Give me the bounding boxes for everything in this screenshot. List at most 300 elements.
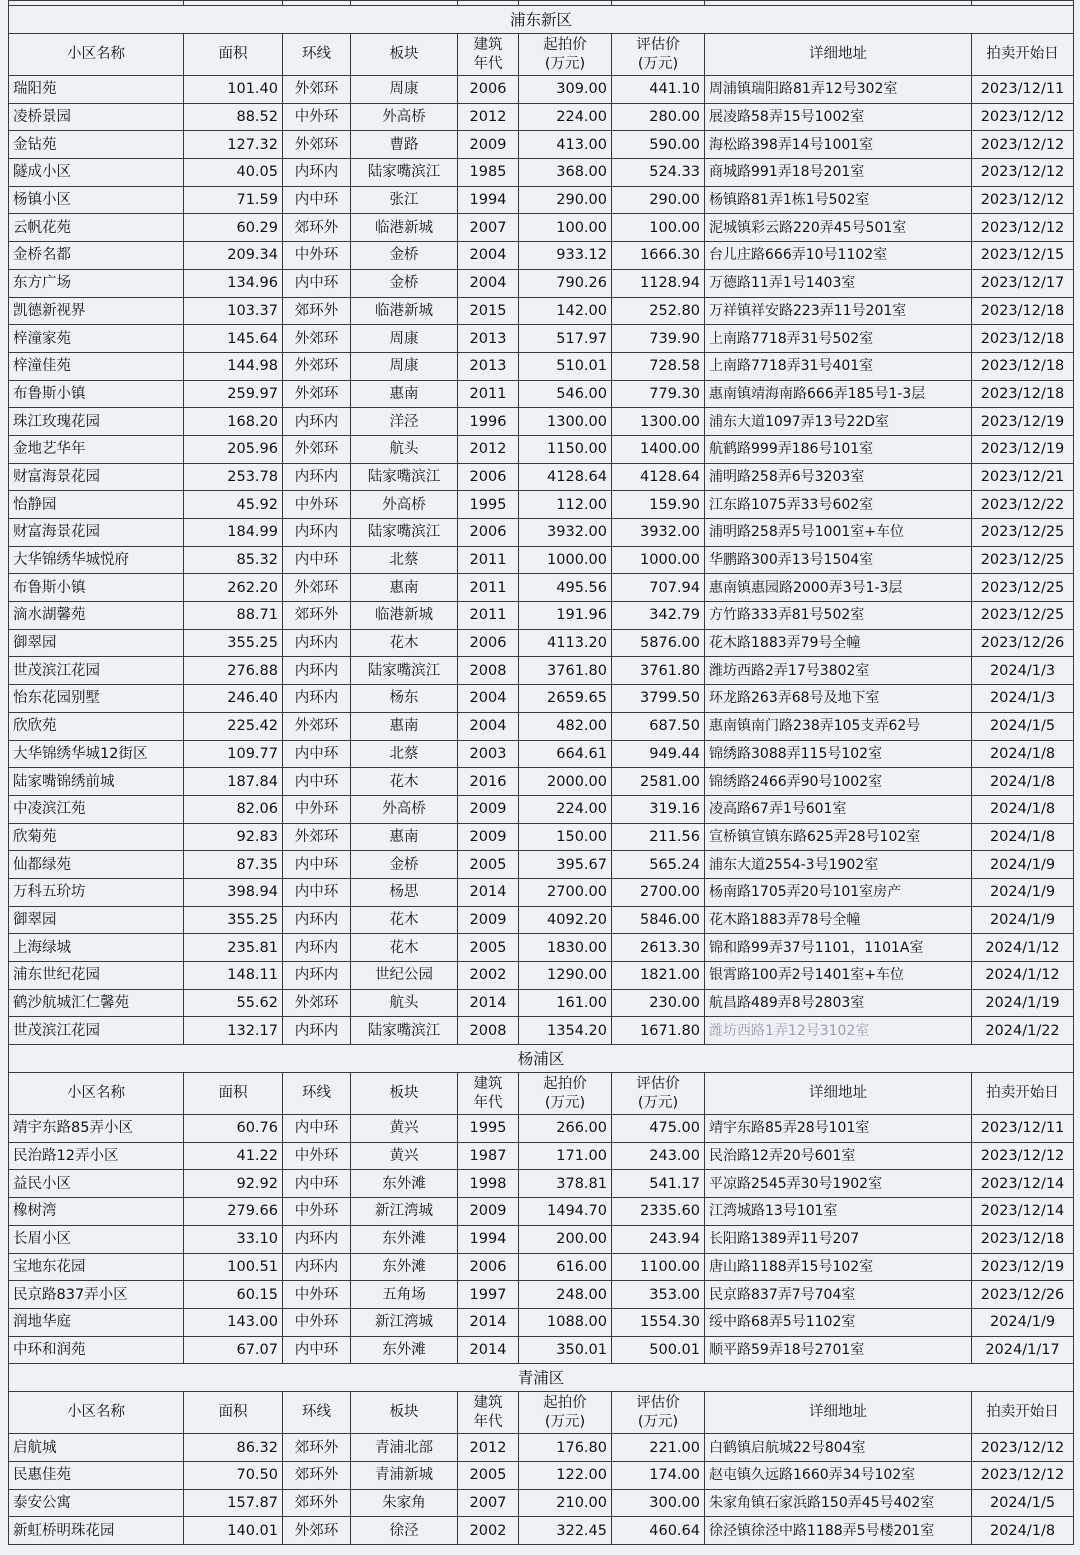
cell-auction-date: 2023/12/25: [972, 519, 1074, 547]
cell-area: 101.40: [184, 76, 283, 104]
cell-starting-price: 1088.00: [519, 1308, 612, 1336]
cell-auction-date: 2024/1/5: [972, 1489, 1074, 1517]
cell-ring-road: 内环内: [283, 159, 351, 187]
cell-appraised-price: 342.79: [612, 602, 705, 630]
cell-appraised-price: 100.00: [612, 214, 705, 242]
cell-ring-road: 内环内: [283, 519, 351, 547]
cell-community-name: 万科五玠坊: [9, 878, 184, 906]
table-row: [9, 657, 1074, 685]
cell-ring-road: 内环内: [283, 408, 351, 436]
cell-sub-district: 惠南: [351, 574, 458, 602]
cell-appraised-price: 739.90: [612, 325, 705, 353]
cell-area: 127.32: [184, 131, 283, 159]
cell-address: 展凌路58弄15号1002室: [705, 103, 972, 131]
cell-build-year: 2011: [458, 602, 519, 630]
cell-starting-price: 224.00: [519, 103, 612, 131]
cell-build-year: 2002: [458, 1517, 519, 1545]
cell-build-year: 2006: [458, 463, 519, 491]
cell-auction-date: 2024/1/22: [972, 1017, 1074, 1045]
cell-sub-district: 临港新城: [351, 297, 458, 325]
cell-address: 周浦镇瑞阳路81弄12号302室: [705, 76, 972, 104]
cell-ring-road: 外郊环: [283, 989, 351, 1017]
cell-build-year: 2014: [458, 989, 519, 1017]
cell-community-name: 中凌滨江苑: [9, 795, 184, 823]
cell-appraised-price: 243.94: [612, 1225, 705, 1253]
cell-appraised-price: 728.58: [612, 352, 705, 380]
column-header-auction-date: 拍卖开始日: [972, 1392, 1074, 1434]
cell-community-name: 陆家嘴锦绣前城: [9, 768, 184, 796]
cell-area: 168.20: [184, 408, 283, 436]
cell-community-name: 欣欣苑: [9, 712, 184, 740]
cell-ring-road: 内中环: [283, 768, 351, 796]
cell-auction-date: 2023/12/12: [972, 131, 1074, 159]
cell-appraised-price: 1666.30: [612, 242, 705, 270]
cell-auction-date: 2023/12/21: [972, 463, 1074, 491]
cell-build-year: 2011: [458, 380, 519, 408]
cell-starting-price: 1000.00: [519, 546, 612, 574]
cell-auction-date: 2024/1/9: [972, 878, 1074, 906]
table-row: [9, 519, 1074, 547]
table-row: [9, 325, 1074, 353]
cell-address: 方竹路333弄81号502室: [705, 602, 972, 630]
cell-appraised-price: 5876.00: [612, 629, 705, 657]
cell-sub-district: 花木: [351, 629, 458, 657]
cell-area: 103.37: [184, 297, 283, 325]
cell-sub-district: 金桥: [351, 242, 458, 270]
cell-build-year: 1998: [458, 1170, 519, 1198]
cell-build-year: 2005: [458, 934, 519, 962]
cell-starting-price: 350.01: [519, 1336, 612, 1364]
cell-starting-price: 1494.70: [519, 1198, 612, 1226]
cell-ring-road: 郊环外: [283, 1434, 351, 1462]
cell-appraised-price: 174.00: [612, 1461, 705, 1489]
district-name: 浦东新区: [9, 6, 1074, 34]
cell-starting-price: 290.00: [519, 186, 612, 214]
cell-sub-district: 黄兴: [351, 1115, 458, 1143]
table-row: [9, 186, 1074, 214]
cell-sub-district: 花木: [351, 934, 458, 962]
cell-starting-price: 3932.00: [519, 519, 612, 547]
cell-community-name: 云帆花苑: [9, 214, 184, 242]
cell-address: 绥中路68弄5号1102室: [705, 1308, 972, 1336]
cell-build-year: 2012: [458, 435, 519, 463]
cell-appraised-price: 280.00: [612, 103, 705, 131]
cell-area: 235.81: [184, 934, 283, 962]
cell-appraised-price: 460.64: [612, 1517, 705, 1545]
cell-auction-date: 2023/12/25: [972, 574, 1074, 602]
table-row: [9, 1115, 1074, 1143]
cell-auction-date: 2023/12/22: [972, 491, 1074, 519]
cell-sub-district: 外高桥: [351, 103, 458, 131]
cell-build-year: 2015: [458, 297, 519, 325]
cell-starting-price: 176.80: [519, 1434, 612, 1462]
cell-starting-price: 546.00: [519, 380, 612, 408]
cell-area: 100.51: [184, 1253, 283, 1281]
cell-ring-road: 内环内: [283, 685, 351, 713]
cell-ring-road: 内环内: [283, 1017, 351, 1045]
cell-auction-date: 2023/12/12: [972, 1434, 1074, 1462]
cell-address: 惠南镇惠园路2000弄3号1-3层: [705, 574, 972, 602]
cell-sub-district: 世纪公园: [351, 962, 458, 990]
cell-sub-district: 东外滩: [351, 1225, 458, 1253]
cell-area: 209.34: [184, 242, 283, 270]
cell-address: 朱家角镇石家浜路150弄45号402室: [705, 1489, 972, 1517]
cell-ring-road: 内环内: [283, 962, 351, 990]
cell-appraised-price: 779.30: [612, 380, 705, 408]
column-header-ring-road: 环线: [283, 34, 351, 76]
cell-appraised-price: 1100.00: [612, 1253, 705, 1281]
cell-appraised-price: 4128.64: [612, 463, 705, 491]
column-header-appraised-price: 评估价 (万元): [612, 34, 705, 76]
table-row: [9, 1434, 1074, 1462]
cell-ring-road: 内中环: [283, 878, 351, 906]
district-header-row: [9, 6, 1074, 34]
cell-community-name: 世茂滨江花园: [9, 1017, 184, 1045]
cell-address: 江东路1075弄33号602室: [705, 491, 972, 519]
cell-community-name: 金桥名都: [9, 242, 184, 270]
cell-address: 杨镇路81弄1栋1号502室: [705, 186, 972, 214]
cell-auction-date: 2024/1/8: [972, 768, 1074, 796]
cell-address: 赵屯镇久远路1660弄34号102室: [705, 1461, 972, 1489]
cell-build-year: 1994: [458, 1225, 519, 1253]
cell-appraised-price: 541.17: [612, 1170, 705, 1198]
cell-build-year: 2003: [458, 740, 519, 768]
cell-starting-price: 4113.20: [519, 629, 612, 657]
column-header-row: [9, 1392, 1074, 1434]
cell-appraised-price: 590.00: [612, 131, 705, 159]
table-row: [9, 1170, 1074, 1198]
cell-auction-date: 2023/12/26: [972, 1281, 1074, 1309]
cell-community-name: 仙都绿苑: [9, 851, 184, 879]
cell-build-year: 1987: [458, 1142, 519, 1170]
cell-auction-date: 2023/12/25: [972, 546, 1074, 574]
cell-address: 江湾城路13号101室: [705, 1198, 972, 1226]
cell-auction-date: 2023/12/25: [972, 602, 1074, 630]
cell-address: 凌高路67弄1号601室: [705, 795, 972, 823]
cell-ring-road: 内中环: [283, 851, 351, 879]
cell-address: 锦绣路2466弄90号1002室: [705, 768, 972, 796]
cell-starting-price: 171.00: [519, 1142, 612, 1170]
cell-address: 靖宇东路85弄28号101室: [705, 1115, 972, 1143]
cell-ring-road: 内中环: [283, 1336, 351, 1364]
cell-area: 70.50: [184, 1461, 283, 1489]
table-row: [9, 1336, 1074, 1364]
cell-ring-road: 郊环外: [283, 297, 351, 325]
cell-address: 航鹤路999弄186号101室: [705, 435, 972, 463]
cell-sub-district: 徐泾: [351, 1517, 458, 1545]
cell-appraised-price: 2335.60: [612, 1198, 705, 1226]
district-name: 杨浦区: [9, 1045, 1074, 1073]
cell-address: 环龙路263弄68号及地下室: [705, 685, 972, 713]
cell-ring-road: 内环内: [283, 906, 351, 934]
cell-starting-price: 322.45: [519, 1517, 612, 1545]
table-row: [9, 546, 1074, 574]
table-row: [9, 685, 1074, 713]
cell-address: 潍坊西路1弄12号3102室: [705, 1017, 972, 1045]
cell-ring-road: 郊环外: [283, 602, 351, 630]
cell-build-year: 2008: [458, 657, 519, 685]
cell-build-year: 2004: [458, 712, 519, 740]
cell-build-year: 2016: [458, 768, 519, 796]
cell-sub-district: 陆家嘴滨江: [351, 657, 458, 685]
cell-address: 花木路1883弄78号全幢: [705, 906, 972, 934]
cell-sub-district: 洋泾: [351, 408, 458, 436]
cell-sub-district: 曹路: [351, 131, 458, 159]
cell-sub-district: 东外滩: [351, 1170, 458, 1198]
cell-appraised-price: 243.00: [612, 1142, 705, 1170]
table-row: [9, 269, 1074, 297]
cell-appraised-price: 2581.00: [612, 768, 705, 796]
cell-ring-road: 内环内: [283, 463, 351, 491]
cell-starting-price: 1300.00: [519, 408, 612, 436]
cell-appraised-price: 211.56: [612, 823, 705, 851]
cell-starting-price: 100.00: [519, 214, 612, 242]
cell-area: 85.32: [184, 546, 283, 574]
cell-ring-road: 中外环: [283, 1142, 351, 1170]
cell-ring-road: 内环内: [283, 657, 351, 685]
cell-starting-price: 142.00: [519, 297, 612, 325]
cell-ring-road: 内环内: [283, 629, 351, 657]
column-header-build-year: 建筑 年代: [458, 1392, 519, 1434]
cell-ring-road: 郊环外: [283, 1489, 351, 1517]
table-row: [9, 934, 1074, 962]
cell-auction-date: 2023/12/17: [972, 269, 1074, 297]
cell-area: 184.99: [184, 519, 283, 547]
column-header-area: 面积: [184, 1073, 283, 1115]
cell-build-year: 2013: [458, 325, 519, 353]
cell-appraised-price: 3799.50: [612, 685, 705, 713]
cell-auction-date: 2023/12/18: [972, 380, 1074, 408]
cell-starting-price: 200.00: [519, 1225, 612, 1253]
district-header-row: [9, 1045, 1074, 1073]
cell-auction-date: 2024/1/9: [972, 906, 1074, 934]
cell-sub-district: 外高桥: [351, 795, 458, 823]
cell-community-name: 大华锦绣华城12街区: [9, 740, 184, 768]
cell-ring-road: 外郊环: [283, 574, 351, 602]
table-row: [9, 1461, 1074, 1489]
cell-appraised-price: 1400.00: [612, 435, 705, 463]
cell-appraised-price: 1128.94: [612, 269, 705, 297]
cell-address: 航昌路489弄8号2803室: [705, 989, 972, 1017]
cell-ring-road: 中外环: [283, 1198, 351, 1226]
cell-build-year: 1995: [458, 1115, 519, 1143]
cell-starting-price: 1290.00: [519, 962, 612, 990]
table-row: [9, 906, 1074, 934]
cell-sub-district: 惠南: [351, 380, 458, 408]
cell-area: 355.25: [184, 629, 283, 657]
cell-community-name: 宝地东花园: [9, 1253, 184, 1281]
cell-auction-date: 2024/1/9: [972, 851, 1074, 879]
cell-build-year: 1995: [458, 491, 519, 519]
cell-community-name: 隧成小区: [9, 159, 184, 187]
cell-starting-price: 161.00: [519, 989, 612, 1017]
cell-starting-price: 122.00: [519, 1461, 612, 1489]
cell-area: 60.76: [184, 1115, 283, 1143]
cell-address: 上南路7718弄31号401室: [705, 352, 972, 380]
cell-auction-date: 2023/12/12: [972, 186, 1074, 214]
table-row: [9, 408, 1074, 436]
table-row: [9, 740, 1074, 768]
cell-build-year: 1994: [458, 186, 519, 214]
cell-community-name: 世茂滨江花园: [9, 657, 184, 685]
cell-auction-date: 2024/1/8: [972, 795, 1074, 823]
cell-build-year: 2005: [458, 851, 519, 879]
cell-appraised-price: 1300.00: [612, 408, 705, 436]
cell-starting-price: 309.00: [519, 76, 612, 104]
cell-ring-road: 郊环外: [283, 1461, 351, 1489]
cell-starting-price: 395.67: [519, 851, 612, 879]
cell-community-name: 滴水湖馨苑: [9, 602, 184, 630]
table-row: [9, 214, 1074, 242]
cell-auction-date: 2024/1/19: [972, 989, 1074, 1017]
cell-community-name: 东方广场: [9, 269, 184, 297]
column-header-auction-date: 拍卖开始日: [972, 34, 1074, 76]
cell-community-name: 靖宇东路85弄小区: [9, 1115, 184, 1143]
cell-ring-road: 外郊环: [283, 325, 351, 353]
cell-starting-price: 112.00: [519, 491, 612, 519]
cell-ring-road: 内中环: [283, 269, 351, 297]
table-row: [9, 1198, 1074, 1226]
cell-appraised-price: 353.00: [612, 1281, 705, 1309]
table-row: [9, 352, 1074, 380]
cell-ring-road: 内中环: [283, 1115, 351, 1143]
table-row: [9, 962, 1074, 990]
cell-auction-date: 2023/12/26: [972, 629, 1074, 657]
cell-build-year: 2013: [458, 352, 519, 380]
cell-area: 82.06: [184, 795, 283, 823]
cell-sub-district: 航头: [351, 989, 458, 1017]
cell-sub-district: 五角场: [351, 1281, 458, 1309]
cell-ring-road: 郊环外: [283, 214, 351, 242]
cell-community-name: 中环和润苑: [9, 1336, 184, 1364]
cell-build-year: 2004: [458, 269, 519, 297]
cell-community-name: 财富海景花园: [9, 463, 184, 491]
cell-starting-price: 664.61: [519, 740, 612, 768]
column-header-row: [9, 34, 1074, 76]
cell-address: 台儿庄路666弄10号1102室: [705, 242, 972, 270]
cell-starting-price: 4092.20: [519, 906, 612, 934]
cell-build-year: 2011: [458, 546, 519, 574]
table-row: [9, 574, 1074, 602]
column-header-sub-district: 板块: [351, 1073, 458, 1115]
cell-community-name: 梓潼家苑: [9, 325, 184, 353]
cell-build-year: 2014: [458, 1308, 519, 1336]
cell-auction-date: 2023/12/14: [972, 1170, 1074, 1198]
cell-community-name: 金钻苑: [9, 131, 184, 159]
cell-community-name: 新虹桥明珠花园: [9, 1517, 184, 1545]
cell-sub-district: 金桥: [351, 269, 458, 297]
table-row: [9, 1017, 1074, 1045]
cell-appraised-price: 3932.00: [612, 519, 705, 547]
cell-build-year: 2005: [458, 1461, 519, 1489]
table-row: [9, 629, 1074, 657]
cell-community-name: 珠江玫瑰花园: [9, 408, 184, 436]
cell-sub-district: 新江湾城: [351, 1308, 458, 1336]
column-header-community-name: 小区名称: [9, 1392, 184, 1434]
district-header-row: [9, 1364, 1074, 1392]
cell-starting-price: 224.00: [519, 795, 612, 823]
column-header-area: 面积: [184, 1392, 283, 1434]
cell-area: 355.25: [184, 906, 283, 934]
cell-address: 唐山路1188弄15号102室: [705, 1253, 972, 1281]
cell-address: 花木路1883弄79号全幢: [705, 629, 972, 657]
column-header-sub-district: 板块: [351, 1392, 458, 1434]
table-row: [9, 159, 1074, 187]
column-header-sub-district: 板块: [351, 34, 458, 76]
cell-sub-district: 周康: [351, 352, 458, 380]
cell-sub-district: 花木: [351, 768, 458, 796]
cell-auction-date: 2024/1/8: [972, 1517, 1074, 1545]
auction-listing-table: [8, 0, 1074, 1545]
cell-starting-price: 378.81: [519, 1170, 612, 1198]
table-row: [9, 463, 1074, 491]
table-row: [9, 131, 1074, 159]
cell-sub-district: 航头: [351, 435, 458, 463]
cell-area: 41.22: [184, 1142, 283, 1170]
column-header-starting-price: 起拍价 (万元): [519, 1392, 612, 1434]
cell-appraised-price: 1821.00: [612, 962, 705, 990]
cell-appraised-price: 300.00: [612, 1489, 705, 1517]
cell-area: 279.66: [184, 1198, 283, 1226]
table-row: [9, 103, 1074, 131]
cell-ring-road: 内中环: [283, 546, 351, 574]
cell-starting-price: 4128.64: [519, 463, 612, 491]
cell-address: 商城路991弄18号201室: [705, 159, 972, 187]
column-header-appraised-price: 评估价 (万元): [612, 1392, 705, 1434]
cell-sub-district: 金桥: [351, 851, 458, 879]
cell-sub-district: 陆家嘴滨江: [351, 1017, 458, 1045]
cell-address: 惠南镇南门路238弄105支弄62号: [705, 712, 972, 740]
cell-address: 华鹏路300弄13号1504室: [705, 546, 972, 574]
cell-starting-price: 2000.00: [519, 768, 612, 796]
column-header-address: 详细地址: [705, 34, 972, 76]
cell-starting-price: 266.00: [519, 1115, 612, 1143]
cell-ring-road: 内环内: [283, 1225, 351, 1253]
cell-ring-road: 外郊环: [283, 76, 351, 104]
cell-sub-district: 临港新城: [351, 602, 458, 630]
cell-auction-date: 2023/12/19: [972, 408, 1074, 436]
table-row: [9, 1517, 1074, 1545]
cell-appraised-price: 1554.30: [612, 1308, 705, 1336]
cell-ring-road: 中外环: [283, 242, 351, 270]
cell-starting-price: 790.26: [519, 269, 612, 297]
table-row: [9, 823, 1074, 851]
cell-sub-district: 青浦北部: [351, 1434, 458, 1462]
district-name: 青浦区: [9, 1364, 1074, 1392]
cell-appraised-price: 3761.80: [612, 657, 705, 685]
cell-build-year: 2007: [458, 1489, 519, 1517]
cell-build-year: 2014: [458, 878, 519, 906]
cell-community-name: 润地华庭: [9, 1308, 184, 1336]
cell-community-name: 御翠园: [9, 906, 184, 934]
cell-appraised-price: 441.10: [612, 76, 705, 104]
table-row: [9, 76, 1074, 104]
cell-auction-date: 2023/12/18: [972, 352, 1074, 380]
column-header-address: 详细地址: [705, 1073, 972, 1115]
cell-address: 惠南镇靖海南路666弄185号1-3层: [705, 380, 972, 408]
table-row: [9, 297, 1074, 325]
cell-community-name: 凌桥景园: [9, 103, 184, 131]
cell-sub-district: 黄兴: [351, 1142, 458, 1170]
table-row: [9, 1308, 1074, 1336]
cell-address: 白鹤镇启航城22号804室: [705, 1434, 972, 1462]
cell-auction-date: 2024/1/9: [972, 1308, 1074, 1336]
cell-starting-price: 1830.00: [519, 934, 612, 962]
column-header-row: [9, 1073, 1074, 1115]
cell-ring-road: 外郊环: [283, 352, 351, 380]
cell-appraised-price: 1000.00: [612, 546, 705, 574]
cell-sub-district: 惠南: [351, 823, 458, 851]
